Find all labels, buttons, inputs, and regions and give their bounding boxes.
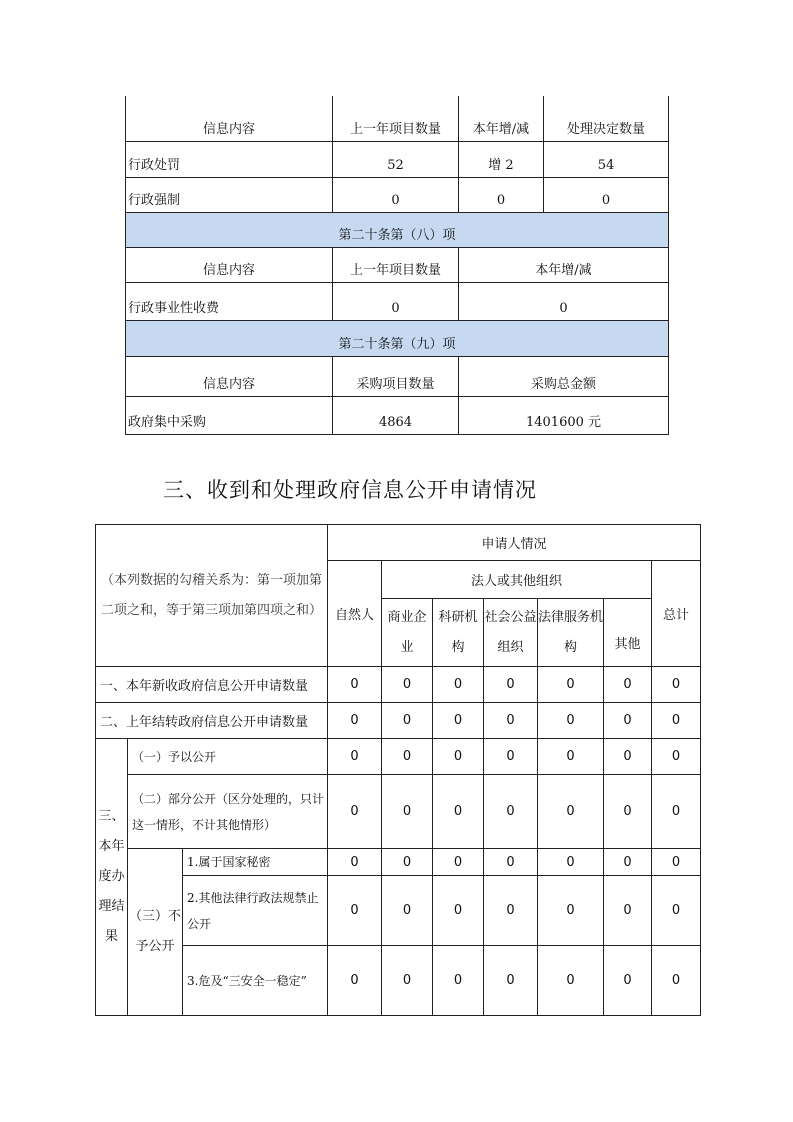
cell: 0 xyxy=(328,739,382,775)
cell: 0 xyxy=(604,667,652,703)
table-row xyxy=(96,876,701,946)
cell: 0 xyxy=(333,177,459,212)
cell: 0 xyxy=(328,849,382,876)
section-title: 第二十条第（八）项 xyxy=(126,212,669,247)
cell: 0 xyxy=(652,876,701,946)
cell: 0 xyxy=(538,849,604,876)
table-row xyxy=(126,396,669,434)
row-label: （一）予以公开 xyxy=(128,739,328,775)
cell: 0 xyxy=(604,739,652,775)
legal-group-header: 法人或其他组织 xyxy=(382,561,652,599)
cell: 0 xyxy=(382,739,433,775)
cell: 0 xyxy=(604,849,652,876)
cell: 0 xyxy=(538,876,604,946)
col-header: 信息内容 xyxy=(126,96,333,141)
cell: 0 xyxy=(544,177,669,212)
col-header: 信息内容 xyxy=(126,356,333,396)
row-label: 3.危及“三安全一稳定” xyxy=(183,946,328,1016)
cell: 0 xyxy=(382,876,433,946)
col-header: 信息内容 xyxy=(126,247,333,282)
cell: 0 xyxy=(433,876,484,946)
table-row xyxy=(126,282,669,320)
cell: 0 xyxy=(328,775,382,849)
cell: 1401600 元 xyxy=(459,396,669,434)
section-band xyxy=(126,212,669,247)
cell: 0 xyxy=(433,849,484,876)
col-header: 本年增/减 xyxy=(459,247,669,282)
cell: 54 xyxy=(544,141,669,177)
table-row xyxy=(96,667,701,703)
table-row xyxy=(96,703,701,739)
total-header: 总计 xyxy=(652,561,701,667)
cell: 0 xyxy=(538,667,604,703)
cell: 0 xyxy=(484,849,538,876)
section-heading: 三、收到和处理政府信息公开申请情况 xyxy=(163,478,537,502)
cell: 政府集中采购 xyxy=(126,396,333,434)
cell: 0 xyxy=(652,739,701,775)
table-row xyxy=(96,849,701,876)
cell: 0 xyxy=(382,667,433,703)
cell: 0 xyxy=(433,946,484,1016)
applicant-header: 申请人情况 xyxy=(328,525,701,561)
cell: 0 xyxy=(652,946,701,1016)
sub-col-header: 其他 xyxy=(604,599,652,667)
cell: 0 xyxy=(484,946,538,1016)
row-label: 2.其他法律行政法规禁止公开 xyxy=(183,876,328,946)
table-header-row xyxy=(126,247,669,282)
cell: 0 xyxy=(484,876,538,946)
cell: 0 xyxy=(604,703,652,739)
cell: 0 xyxy=(538,739,604,775)
section-title: 第二十条第（九）项 xyxy=(126,320,669,356)
application-table xyxy=(95,524,701,1016)
cell: 0 xyxy=(652,667,701,703)
cell: 0 xyxy=(484,775,538,849)
cell: 4864 xyxy=(333,396,459,434)
table-continuation xyxy=(125,96,669,435)
cell: 行政强制 xyxy=(126,177,333,212)
cell: 0 xyxy=(328,876,382,946)
table-row xyxy=(96,739,701,775)
cell: 0 xyxy=(433,667,484,703)
cell: 0 xyxy=(328,703,382,739)
cell: 0 xyxy=(484,667,538,703)
col-header: 上一年项目数量 xyxy=(333,247,459,282)
cell: 0 xyxy=(538,775,604,849)
col-header: 采购总金额 xyxy=(459,356,669,396)
cell: 0 xyxy=(382,946,433,1016)
cell: 0 xyxy=(652,849,701,876)
row-label: （二）部分公开（区分处理的，只计这一情形，不计其他情形） xyxy=(128,775,328,849)
row-label: 1.属于国家秘密 xyxy=(183,849,328,876)
row-group-label: 三、本年度办理结果 xyxy=(96,739,128,1016)
cell: 0 xyxy=(382,775,433,849)
cell: 0 xyxy=(328,946,382,1016)
cell: 0 xyxy=(538,703,604,739)
cell: 0 xyxy=(484,739,538,775)
cell: 行政处罚 xyxy=(126,141,333,177)
row-subgroup-label: （三）不予公开 xyxy=(128,849,183,1016)
table-header-row xyxy=(126,356,669,396)
cell: 0 xyxy=(333,282,459,320)
cell: 0 xyxy=(382,703,433,739)
cell: 0 xyxy=(652,703,701,739)
sub-col-header: 科研机构 xyxy=(433,599,484,667)
table-row xyxy=(96,775,701,849)
natural-person-header: 自然人 xyxy=(328,561,382,667)
cell: 0 xyxy=(328,667,382,703)
cell: 0 xyxy=(652,775,701,849)
cell: 52 xyxy=(333,141,459,177)
cell: 0 xyxy=(604,876,652,946)
cell: 0 xyxy=(604,946,652,1016)
cell: 0 xyxy=(433,775,484,849)
col-header: 上一年项目数量 xyxy=(333,96,459,141)
cell: 0 xyxy=(433,739,484,775)
sub-col-header: 商业企业 xyxy=(382,599,433,667)
cell: 0 xyxy=(484,703,538,739)
table-row xyxy=(126,141,669,177)
table-row xyxy=(126,177,669,212)
cell: 0 xyxy=(604,775,652,849)
row-label: 二、上年结转政府信息公开申请数量 xyxy=(96,703,328,739)
table-header-row xyxy=(126,96,669,141)
sub-col-header: 法律服务机构 xyxy=(538,599,604,667)
cell: 0 xyxy=(382,849,433,876)
cell: 增 2 xyxy=(459,141,544,177)
col-header: 采购项目数量 xyxy=(333,356,459,396)
cell: 0 xyxy=(459,177,544,212)
cell: 0 xyxy=(459,282,669,320)
section-band xyxy=(126,320,669,356)
table-row xyxy=(96,946,701,1016)
row-label: 一、本年新收政府信息公开申请数量 xyxy=(96,667,328,703)
col-header: 处理决定数量 xyxy=(544,96,669,141)
cell: 行政事业性收费 xyxy=(126,282,333,320)
sub-col-header: 社会公益组织 xyxy=(484,599,538,667)
cell: 0 xyxy=(433,703,484,739)
note-cell: （本列数据的勾稽关系为：第一项加第二项之和，等于第三项加第四项之和） xyxy=(96,525,328,667)
col-header: 本年增/减 xyxy=(459,96,544,141)
cell: 0 xyxy=(538,946,604,1016)
